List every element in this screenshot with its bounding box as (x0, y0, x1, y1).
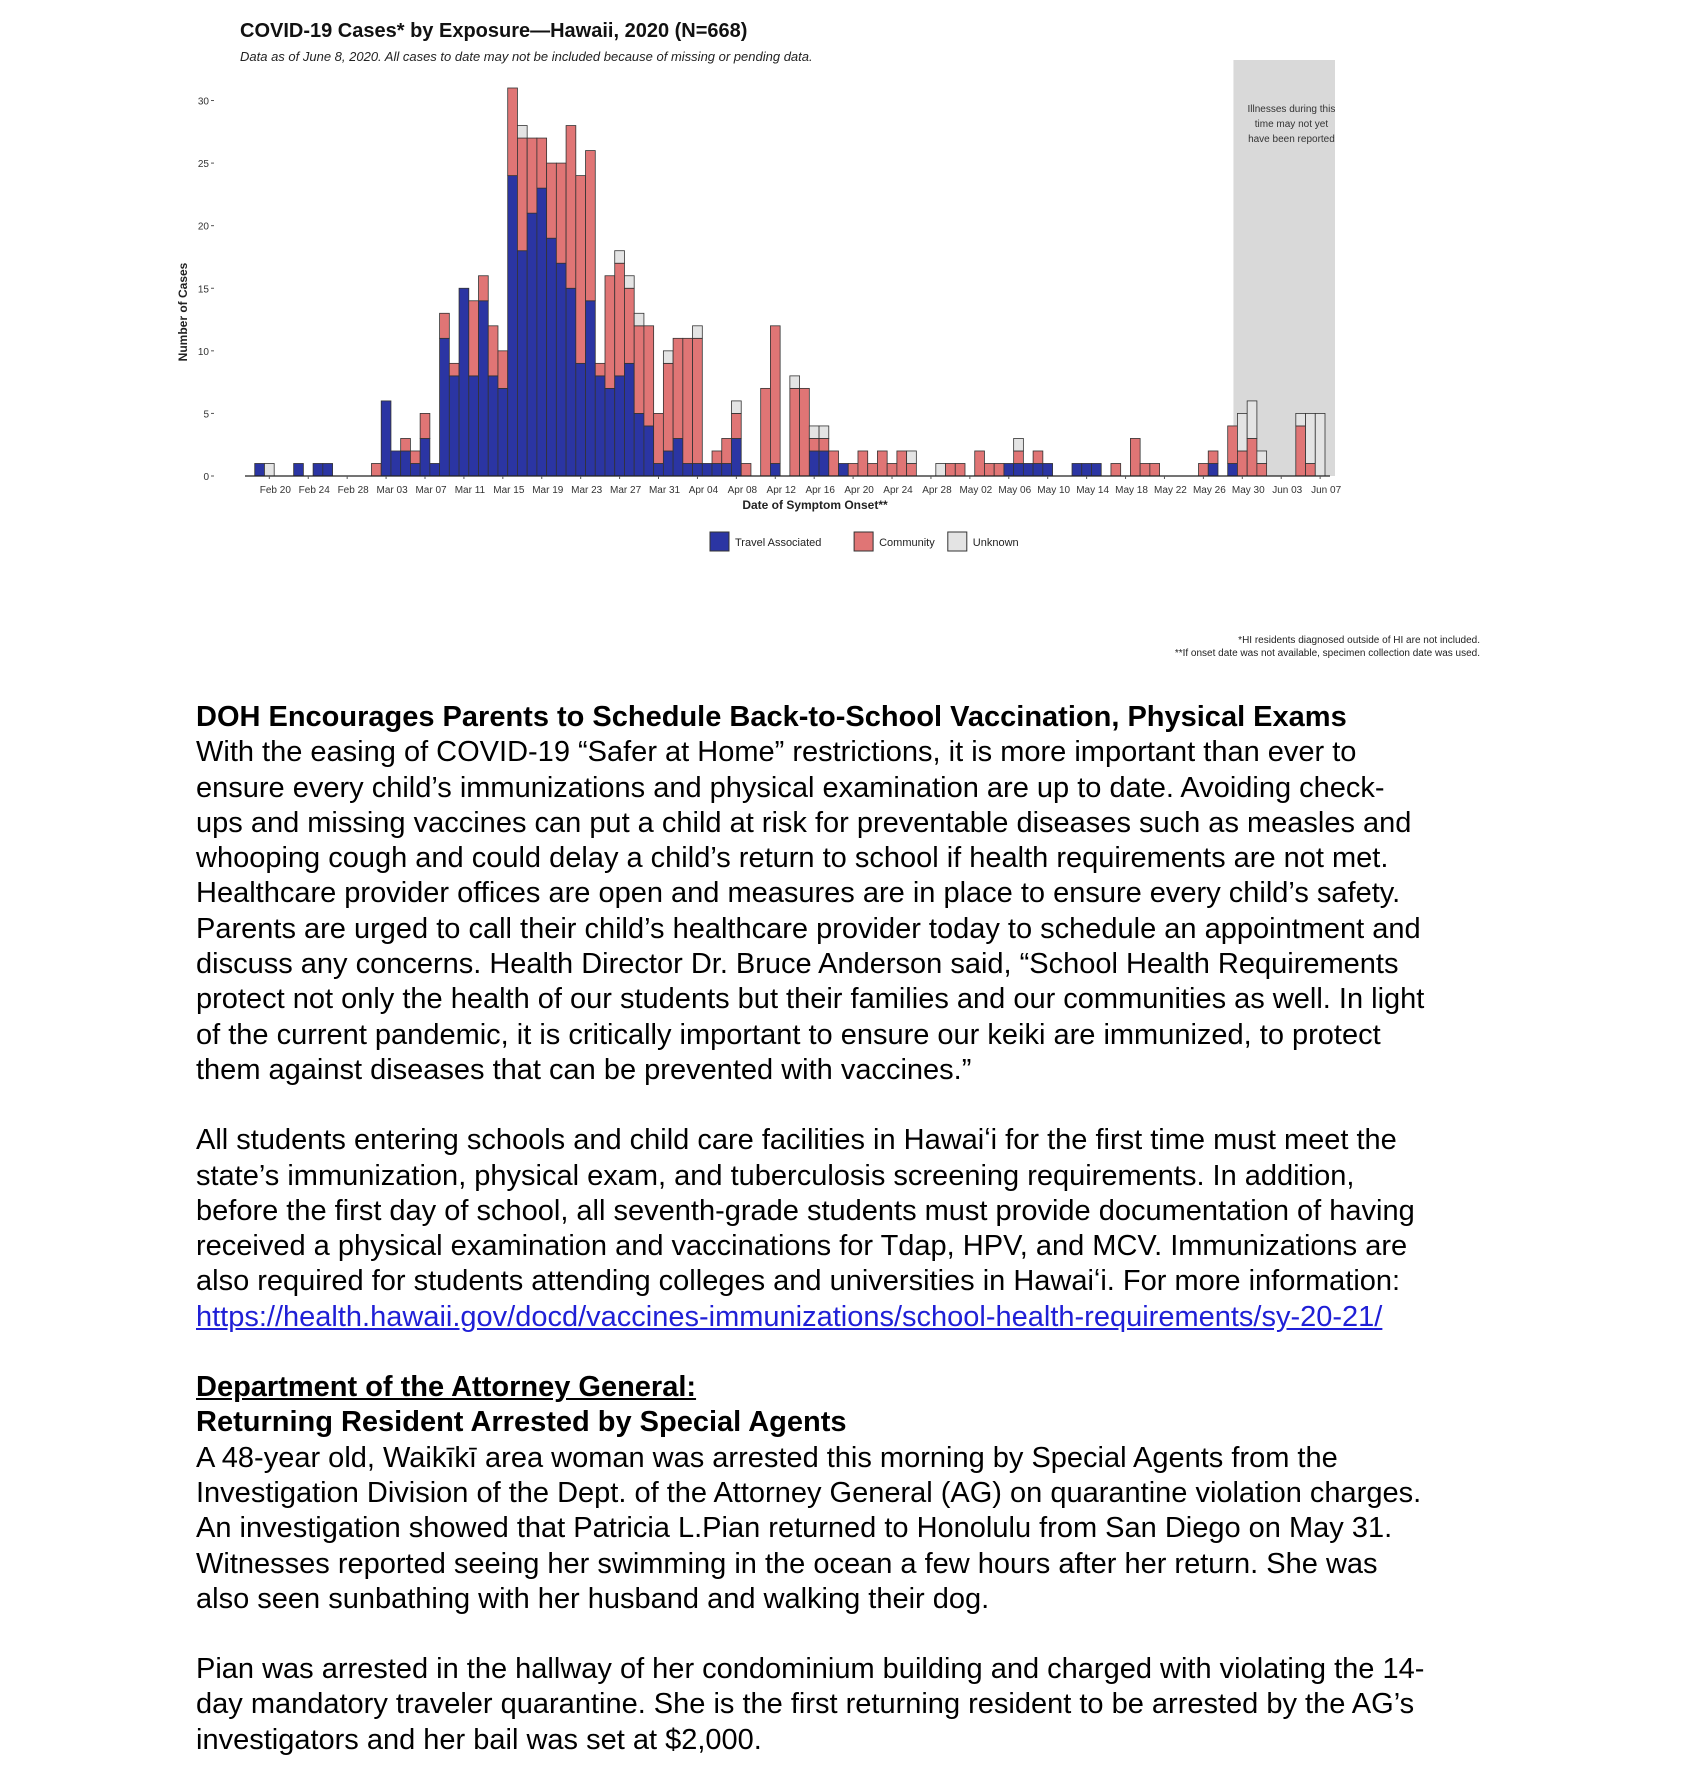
bar-community (517, 138, 527, 251)
y-tick-label: 5 (203, 409, 209, 421)
bar-travel-associated (1091, 463, 1101, 476)
x-tick-label: May 30 (1231, 485, 1265, 496)
bar-unknown (936, 463, 946, 476)
text-line: them against diseases that can be prevented with vaccines.” (196, 1053, 972, 1086)
x-tick-label: May 22 (1154, 485, 1187, 496)
text-line: ensure every child’s immunizations and physical examination are up to date. Avoiding check- (196, 771, 1385, 804)
bar-travel-associated (498, 388, 508, 476)
bar-community (479, 276, 489, 301)
bar-community (420, 413, 430, 438)
x-axis-label: Date of Symptom Onset** (742, 498, 888, 512)
paragraph-arrest-outcome (196, 1652, 1536, 1758)
bar-unknown (1296, 413, 1306, 426)
text-line: Parents are urged to call their child’s healthcare provider today to schedule an appointment and (196, 912, 1421, 945)
bar-travel-associated (1023, 463, 1033, 476)
x-tick-label: May 06 (998, 485, 1032, 496)
bar-travel-associated (702, 463, 712, 476)
bar-community (741, 463, 751, 476)
bar-travel-associated (527, 213, 537, 476)
text-line: received a physical examination and vaccinations for Tdap, HPV, and MCV. Immunizations are (196, 1230, 1408, 1263)
x-tick-label: Feb 20 (259, 485, 291, 496)
x-tick-label: Jun 03 (1272, 485, 1303, 496)
y-tick-label: 0 (203, 472, 209, 483)
x-tick-label: Apr 24 (883, 485, 913, 496)
bar-unknown (907, 451, 917, 464)
x-tick-label: May 02 (959, 485, 993, 496)
bar-travel-associated (644, 426, 654, 476)
shade-note-line: have been reported (1248, 134, 1335, 145)
bar-community (488, 326, 498, 376)
bar-travel-associated (839, 463, 849, 476)
bar-community (624, 288, 634, 363)
footnote-1: *HI residents diagnosed outside of HI are not included. (1238, 635, 1480, 646)
y-tick-label: 30 (197, 96, 209, 108)
bar-community (829, 451, 839, 476)
x-tick-label: Mar 31 (648, 485, 681, 496)
bar-community (586, 151, 596, 301)
text-line: day mandatory traveler quarantine. She is the first returning resident to be arrested by the AG’s (196, 1688, 1415, 1721)
bar-travel-associated (430, 463, 440, 476)
bar-travel-associated (313, 463, 323, 476)
bar-community (955, 463, 965, 476)
bar-community (1140, 463, 1150, 476)
bar-travel-associated (1004, 463, 1014, 476)
bar-travel-associated (459, 288, 469, 476)
bar-community (1111, 463, 1121, 476)
bar-travel-associated (1208, 463, 1218, 476)
bar-travel-associated (1014, 463, 1024, 476)
bar-community (819, 438, 829, 451)
text-line: Pian was arrested in the hallway of her condominium building and charged with violating the 14- (196, 1653, 1425, 1686)
bar-community (809, 438, 819, 451)
bar-unknown (615, 251, 625, 264)
text-line: An investigation showed that Patricia L.Pian returned to Honolulu from San Diego on May 31. (196, 1512, 1393, 1545)
bar-community (1228, 426, 1238, 464)
bar-travel-associated (624, 363, 634, 476)
legend-label: Unknown (972, 537, 1019, 549)
bar-community (761, 388, 771, 476)
x-tick-label: Feb 28 (337, 485, 369, 496)
bar-community (508, 88, 518, 176)
bar-community (1257, 463, 1267, 476)
bar-travel-associated (410, 463, 420, 476)
bar-unknown (809, 426, 819, 439)
bar-community (634, 326, 644, 414)
bar-travel-associated (517, 251, 527, 476)
bar-travel-associated (566, 288, 576, 476)
bar-travel-associated (1228, 463, 1238, 476)
bar-unknown (624, 276, 634, 289)
bar-community (440, 313, 450, 338)
bar-travel-associated (508, 176, 518, 476)
text-line: of the current pandemic, it is critically important to ensure our keiki are immunized, to protect (196, 1018, 1381, 1051)
bar-travel-associated (440, 338, 450, 476)
text-line: ups and missing vaccines can put a child at risk for preventable diseases such as measles and (196, 806, 1412, 839)
x-tick-label: May 18 (1115, 485, 1148, 496)
legend-swatch (854, 532, 873, 551)
bar-travel-associated (809, 451, 819, 476)
bar-travel-associated (547, 238, 557, 476)
bar-travel-associated (1082, 463, 1092, 476)
covid-cases-chart (176, 12, 1510, 672)
footnote-2: **If onset date was not available, specimen collection date was used. (1174, 648, 1480, 659)
bar-travel-associated (556, 263, 566, 476)
bar-community (654, 413, 664, 463)
x-tick-label: Apr 28 (922, 485, 952, 496)
bar-community (790, 388, 800, 476)
bar-community (615, 263, 625, 376)
x-tick-label: Mar 27 (610, 485, 642, 496)
bar-unknown (634, 313, 644, 326)
bar-community (877, 451, 887, 476)
bar-travel-associated (381, 401, 391, 476)
bar-travel-associated (449, 376, 459, 476)
bar-community (576, 176, 586, 364)
bar-community (1150, 463, 1160, 476)
bar-community (371, 463, 381, 476)
bar-travel-associated (391, 451, 401, 476)
text-line: Investigation Division of the Dept. of the Attorney General (AG) on quarantine violation charges. (196, 1476, 1422, 1509)
bar-community (731, 413, 741, 438)
bar-unknown (693, 326, 703, 339)
bar-community (975, 451, 985, 476)
x-tick-label: Apr 08 (727, 485, 758, 496)
bar-travel-associated (1043, 463, 1053, 476)
bar-community (800, 388, 810, 476)
text-line: before the first day of school, all seventh-grade students must provide documentation of having (196, 1194, 1415, 1227)
bar-community (556, 163, 566, 263)
bar-travel-associated (1072, 463, 1082, 476)
bar-unknown (1247, 401, 1257, 439)
bar-community (693, 338, 703, 463)
bar-community (595, 363, 605, 376)
paragraph-vaccination-intro (196, 735, 1536, 1088)
x-tick-label: Feb 24 (298, 485, 330, 496)
bar-travel-associated (595, 376, 605, 476)
x-tick-label: Mar 19 (532, 485, 564, 496)
text-line: A 48-year old, Waikīkī area woman was arrested this morning by Special Agents from the (196, 1441, 1338, 1474)
bar-community (848, 463, 858, 476)
bar-unknown (517, 126, 527, 139)
chart-subtitle: Data as of June 8, 2020. All cases to date may not be included because of missing or pending data. (240, 49, 813, 64)
bar-unknown (1237, 413, 1247, 451)
legend-label: Community (879, 537, 935, 549)
x-tick-label: Apr 16 (805, 485, 835, 496)
text-line: With the easing of COVID-19 “Safer at Home” restrictions, it is more important than ever to (196, 736, 1357, 769)
bar-community (469, 301, 479, 376)
y-tick-label: 10 (197, 346, 209, 358)
shade-note-line: Illnesses during this (1247, 104, 1336, 115)
article-body (196, 700, 1536, 1758)
x-tick-label: Apr 20 (844, 485, 874, 496)
text-line: also required for students attending colleges and universities in Hawaiʻi. For more information: (196, 1265, 1401, 1298)
bar-community (449, 363, 459, 376)
bar-community (1306, 463, 1316, 476)
bar-community (644, 326, 654, 426)
text-line: whooping cough and could delay a child’s return to school if health requirements are not met. (196, 842, 1389, 875)
paragraph-arrest-details (196, 1441, 1536, 1617)
y-axis-label: Number of Cases (176, 262, 190, 362)
bar-community (994, 463, 1004, 476)
chart-title: COVID-19 Cases* by Exposure—Hawaii, 2020 (N=668) (240, 20, 748, 42)
bar-travel-associated (712, 463, 722, 476)
bar-community (1237, 451, 1247, 476)
bar-community (547, 163, 557, 238)
bar-community (722, 438, 732, 463)
bar-travel-associated (294, 463, 304, 476)
school-health-requirements-link[interactable]: https://health.hawaii.gov/docd/vaccines-immunizations/school-health-requirements/sy-20-21/ (196, 1300, 1383, 1333)
x-tick-label: Mar 11 (454, 485, 486, 496)
bar-community (1130, 438, 1140, 476)
bar-community (663, 363, 673, 451)
bar-unknown (1315, 413, 1325, 476)
legend-swatch (710, 532, 729, 551)
x-tick-label: May 26 (1192, 485, 1226, 496)
bar-travel-associated (819, 451, 829, 476)
bar-travel-associated (770, 463, 780, 476)
section-title-attorney-general: Department of the Attorney General: (196, 1371, 697, 1404)
bar-travel-associated (683, 463, 693, 476)
bar-community (401, 438, 411, 451)
bar-unknown (819, 426, 829, 439)
bar-travel-associated (693, 463, 703, 476)
bar-travel-associated (420, 438, 430, 476)
text-line: Healthcare provider offices are open and measures are in place to ensure every child’s safety. (196, 877, 1401, 910)
bar-community (683, 338, 693, 463)
x-tick-label: Apr 12 (766, 485, 797, 496)
bar-community (984, 463, 994, 476)
legend-label: Travel Associated (735, 537, 822, 549)
bar-travel-associated (654, 463, 664, 476)
bar-community (868, 463, 878, 476)
bar-travel-associated (537, 188, 547, 476)
bar-community (1208, 451, 1218, 464)
x-tick-label: Mar 03 (376, 485, 408, 496)
bar-travel-associated (479, 301, 489, 476)
bar-unknown (1306, 413, 1316, 463)
bar-community (673, 338, 683, 438)
bar-travel-associated (255, 463, 265, 476)
bar-unknown (1257, 451, 1267, 464)
legend-swatch (948, 532, 967, 551)
bar-community (498, 351, 508, 389)
y-tick-label: 20 (197, 221, 209, 233)
bar-community (1014, 451, 1024, 464)
shade-note-line: time may not yet (1254, 119, 1329, 130)
x-tick-label: May 10 (1037, 485, 1071, 496)
bar-travel-associated (323, 463, 333, 476)
bar-travel-associated (576, 363, 586, 476)
chart-canvas (176, 12, 1510, 672)
chart-footnotes (1175, 634, 1480, 660)
bar-unknown (790, 376, 800, 389)
bar-community (605, 276, 615, 389)
bar-community (1033, 451, 1043, 464)
bar-community (537, 138, 547, 188)
x-tick-label: Mar 15 (493, 485, 525, 496)
paragraph-school-requirements (196, 1123, 1536, 1335)
bar-community (858, 451, 868, 476)
bar-community (887, 463, 897, 476)
bar-community (1199, 463, 1209, 476)
bar-community (527, 138, 537, 213)
bar-community (770, 326, 780, 464)
bar-community (897, 451, 907, 476)
y-tick-label: 25 (197, 159, 209, 171)
bar-community (410, 451, 420, 464)
text-line: discuss any concerns. Health Director Dr. Bruce Anderson said, “School Health Requirements (196, 948, 1399, 981)
bar-community (1247, 438, 1257, 476)
bar-travel-associated (605, 388, 615, 476)
x-tick-label: May 14 (1076, 485, 1110, 496)
text-line: Witnesses reported seeing her swimming in the ocean a few hours after her return. She was (196, 1547, 1378, 1580)
text-line: investigators and her bail was set at $2,000. (196, 1723, 762, 1756)
bar-unknown (264, 463, 274, 476)
bar-unknown (663, 351, 673, 364)
bar-community (1296, 426, 1306, 476)
bar-travel-associated (634, 413, 644, 476)
x-tick-label: Jun 07 (1311, 485, 1342, 496)
bar-travel-associated (731, 438, 741, 476)
bar-travel-associated (663, 451, 673, 476)
bar-travel-associated (586, 301, 596, 476)
bar-travel-associated (469, 376, 479, 476)
text-line: state’s immunization, physical exam, and tuberculosis screening requirements. In addition, (196, 1159, 1355, 1192)
bar-travel-associated (401, 451, 411, 476)
bar-travel-associated (722, 463, 732, 476)
headline-vaccination: DOH Encourages Parents to Schedule Back-to-School Vaccination, Physical Exams (196, 701, 1347, 733)
x-tick-label: Mar 07 (415, 485, 447, 496)
text-line: protect not only the health of our students but their families and our communities as well. In light (196, 983, 1425, 1016)
text-line: also seen sunbathing with her husband and walking their dog. (196, 1582, 990, 1615)
bar-travel-associated (488, 376, 498, 476)
bar-unknown (731, 401, 741, 414)
text-line: All students entering schools and child care facilities in Hawaiʻi for the first time must meet the (196, 1124, 1397, 1157)
bar-travel-associated (1033, 463, 1043, 476)
bar-unknown (1014, 438, 1024, 451)
bar-travel-associated (615, 376, 625, 476)
bar-community (566, 126, 576, 289)
bar-travel-associated (673, 438, 683, 476)
y-tick-label: 15 (197, 284, 209, 296)
bar-community (712, 451, 722, 464)
x-tick-label: Apr 04 (688, 485, 719, 496)
bar-community (946, 463, 956, 476)
x-tick-label: Mar 23 (571, 485, 603, 496)
bar-community (907, 463, 917, 476)
headline-arrest: Returning Resident Arrested by Special Agents (196, 1406, 847, 1439)
